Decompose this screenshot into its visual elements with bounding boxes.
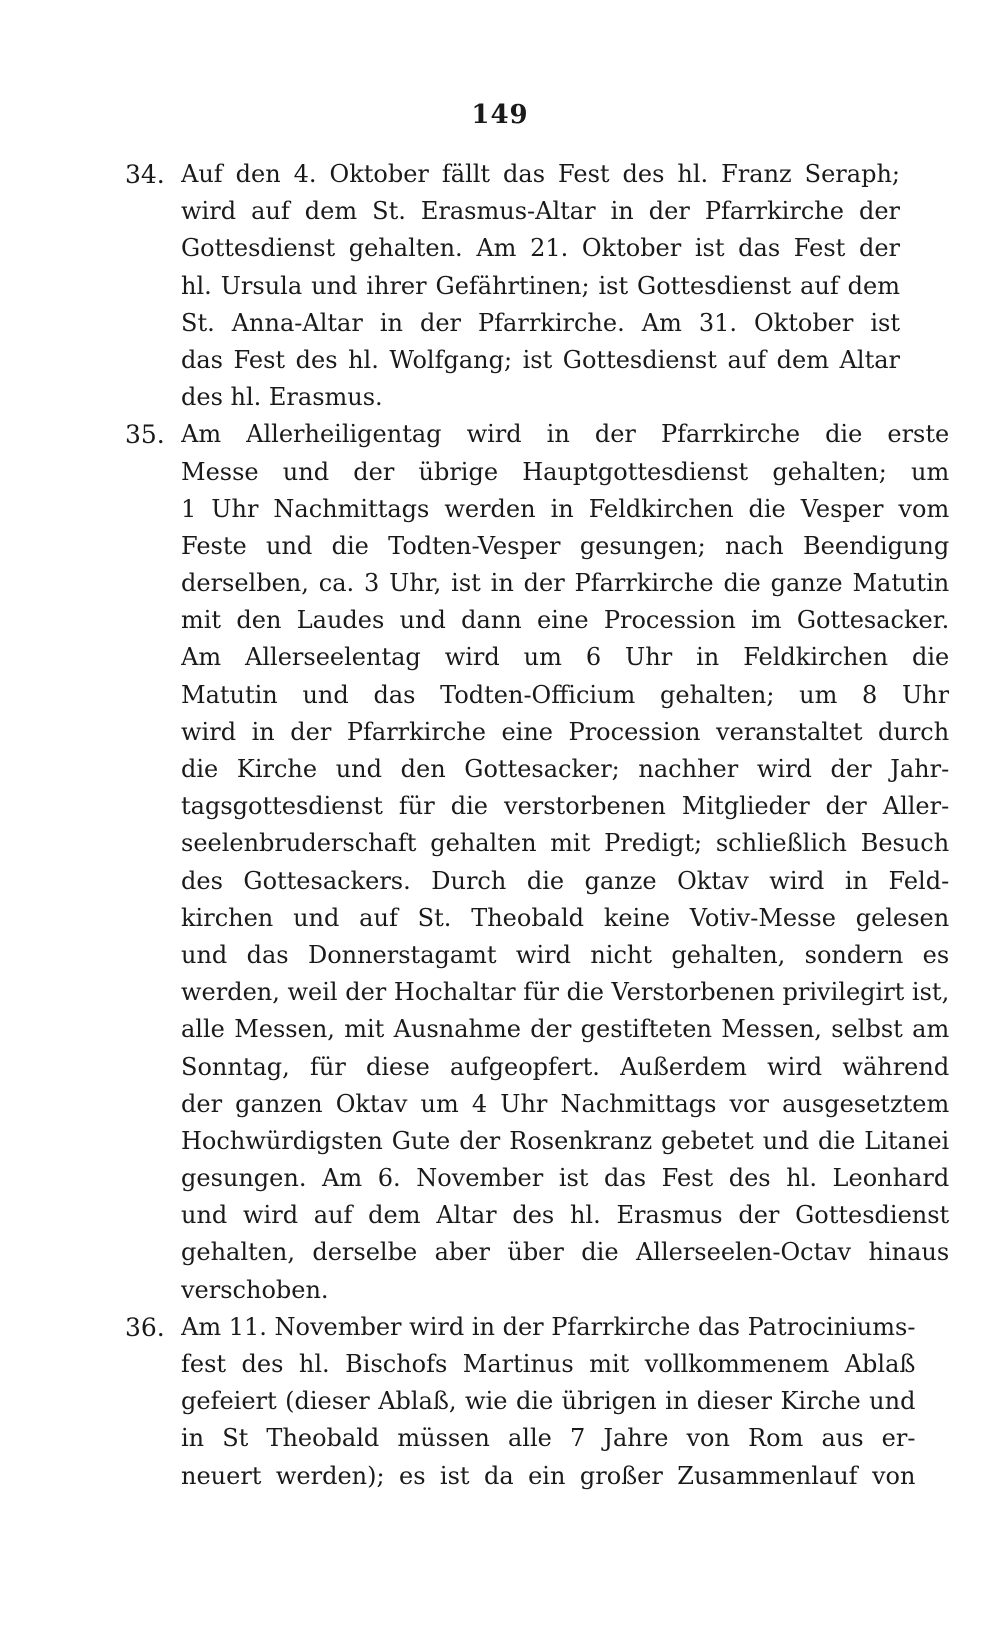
text-line: werden, weil der Hochaltar für die Verstorbenen privilegirt ist, — [181, 978, 950, 1007]
text-line: alle Messen, mit Ausnahme der gestifteten Messen, selbst am — [181, 1015, 950, 1044]
text-line: das Fest des hl. Wolfgang; ist Gottesdienst auf dem Altar — [181, 345, 900, 374]
text-line: wird in der Pfarrkirche eine Procession veranstaltet durch — [181, 717, 950, 746]
text-line: Hochwürdigsten Gute der Rosenkranz gebetet und die Litanei — [181, 1126, 950, 1155]
paragraph-text — [181, 156, 900, 416]
paragraph-number: 35. — [125, 420, 165, 450]
text-body — [125, 156, 950, 1495]
text-line: gehalten, derselbe aber über die Allerseelen-Octav hinaus — [181, 1238, 950, 1267]
text-line: gesungen. Am 6. November ist das Fest des hl. Leonhard — [181, 1164, 950, 1193]
page-number: 149 — [471, 100, 529, 130]
text-line: Am 11. November wird in der Pfarrkirche das Patrociniums- — [181, 1312, 916, 1341]
text-line: des Gottesackers. Durch die ganze Oktav wird in Feld- — [181, 866, 950, 895]
text-line: Am Allerseelentag wird um 6 Uhr in Feldkirchen die — [181, 643, 950, 672]
text-line: hl. Ursula und ihrer Gefährtinen; ist Gottesdienst auf dem — [181, 271, 900, 300]
text-line: Auf den 4. Oktober fällt das Fest des hl. Franz Seraph; — [181, 160, 900, 188]
text-line: seelenbruderschaft gehalten mit Predigt; schließlich Besuch — [181, 829, 950, 858]
paragraph-number: 34. — [125, 160, 165, 189]
paragraph-36 — [125, 1309, 916, 1495]
text-line: Matutin und das Todten-Officium gehalten; um 8 Uhr — [181, 680, 950, 709]
text-line: derselben, ca. 3 Uhr, ist in der Pfarrkirche die ganze Matutin — [181, 569, 950, 598]
text-line: in St Theobald müssen alle 7 Jahre von Rom aus er- — [181, 1424, 916, 1453]
text-line: kirchen und auf St. Theobald keine Votiv-Messe gelesen — [181, 903, 950, 932]
text-line: verschoben. — [181, 1275, 329, 1304]
text-line: wird auf dem St. Erasmus-Altar in der Pfarrkirche der — [181, 197, 900, 226]
text-line: und wird auf dem Altar des hl. Erasmus der Gottesdienst — [181, 1201, 950, 1230]
paragraph-text — [181, 1309, 915, 1495]
text-line: des hl. Erasmus. — [181, 383, 383, 412]
text-line: die Kirche und den Gottesacker; nachher wird der Jahr- — [181, 755, 950, 783]
text-line: Am Allerheiligentag wird in der Pfarrkirche die erste — [181, 420, 950, 449]
paragraph-text — [181, 416, 949, 1309]
text-line: und das Donnerstagamt wird nicht gehalten, sondern es — [181, 940, 950, 969]
text-line: der ganzen Oktav um 4 Uhr Nachmittags vor ausgesetztem — [181, 1089, 950, 1118]
paragraph-number: 36. — [125, 1312, 165, 1342]
text-line: neuert werden); es ist da ein großer Zusammenlauf von — [181, 1461, 916, 1490]
paragraph-35 — [125, 416, 950, 1309]
text-line: 1 Uhr Nachmittags werden in Feldkirchen die Vesper vom — [181, 494, 950, 523]
text-line: Feste und die Todten-Vesper gesungen; nach Beendigung — [181, 531, 950, 560]
text-line: mit den Laudes und dann eine Procession im Gottesacker. — [181, 606, 950, 635]
text-line: Sonntag, für diese aufgeopfert. Außerdem wird während — [181, 1052, 950, 1081]
text-line: gefeiert (dieser Ablaß, wie die übrigen in dieser Kirche und — [181, 1387, 916, 1416]
text-line: St. Anna-Altar in der Pfarrkirche. Am 31. Oktober ist — [181, 308, 900, 337]
paragraph-34 — [125, 156, 900, 416]
text-line: tagsgottesdienst für die verstorbenen Mitglieder der Aller- — [181, 792, 950, 821]
text-line: Messe und der übrige Hauptgottesdienst gehalten; um — [181, 457, 950, 486]
text-line: fest des hl. Bischofs Martinus mit vollkommenem Ablaß — [181, 1350, 916, 1378]
text-line: Gottesdienst gehalten. Am 21. Oktober ist das Fest der — [181, 234, 900, 263]
